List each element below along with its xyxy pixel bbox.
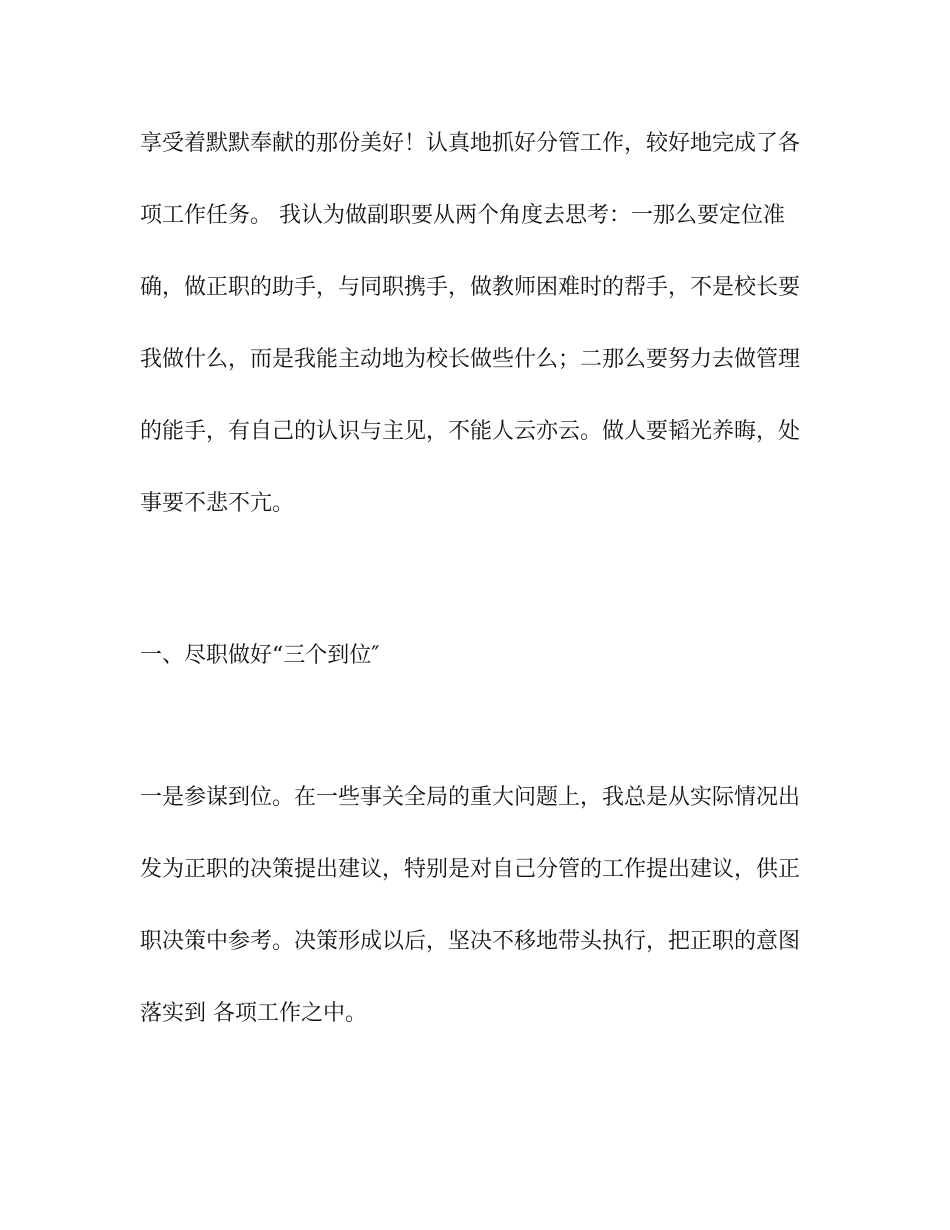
paragraph-line: 发为正职的决策提出建议，特别是对自己分管的工作提出建议，供正 [140,857,801,882]
section-heading: 一、尽职做好“三个到位″ [140,643,380,668]
paragraph-line: 我做什么，而是我能主动地为校长做些什么；二那么要努力去做管理 [140,347,801,372]
paragraph-line: 享受着默默奉献的那份美好！认真地抓好分管工作，较好地完成了各 [140,131,801,156]
paragraph-line: 项工作任务。 我认为做副职要从两个角度去思考：一那么要定位准 [140,203,785,228]
paragraph-line: 职决策中参考。决策形成以后，坚决不移地带头执行，把正职的意图 [140,929,801,954]
paragraph-line: 落实到 各项工作之中。 [140,1001,367,1026]
paragraph-line: 事要不悲不亢。 [140,491,295,516]
paragraph-line: 确，做正职的助手，与同职携手，做教师困难时的帮手，不是校长要 [140,275,801,300]
paragraph-line: 一是参谋到位。在一些事关全局的重大问题上，我总是从实际情况出 [140,785,801,810]
paragraph-line: 的能手，有自己的认识与主见，不能人云亦云。做人要韬光养晦，处 [140,419,801,444]
